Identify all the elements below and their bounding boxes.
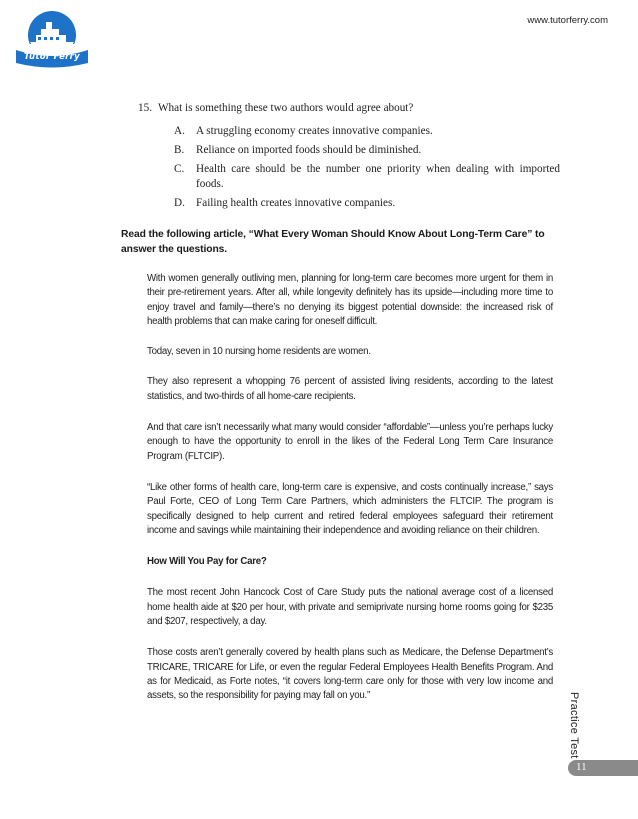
option-text: A struggling economy creates innovative companies. [196, 125, 433, 137]
option-letter: D. [174, 197, 185, 209]
option-letter: A. [174, 125, 185, 137]
reading-instructions: Read the following article, “What Every Woman Should Know About Long-Term Care” to answer the questions. [121, 229, 545, 255]
ship-logo-icon [14, 8, 90, 72]
article-paragraph: Today, seven in 10 nursing home residents are women. [147, 346, 371, 358]
answer-options [174, 124, 560, 211]
question-15 [140, 101, 560, 215]
page-number: 11 [576, 761, 587, 773]
article-paragraph: They also represent a whopping 76 percent of assisted living residents, according to the latest statistics, and two-thirds of all home-care recipients. [147, 376, 553, 402]
article-body [147, 272, 553, 704]
tutor-ferry-logo [14, 8, 90, 72]
site-url-link[interactable]: www.tutorferry.com [527, 15, 608, 26]
option-letter: B. [174, 144, 185, 156]
option-b[interactable] [174, 143, 560, 158]
article-paragraph: “Like other forms of health care, long-term care is expensive, and costs continually increase,” says Paul Forte, CEO of Long Term Care Partners, which administers the FLTCIP. The program is specifically designed to help current and retired federal employees safeguard their retirement income and savings while maintaining their independence and avoiding reliance on their children. [147, 481, 553, 536]
question-text: What is something these two authors would agree about? [158, 102, 414, 114]
question-stem [138, 101, 560, 116]
article-paragraph: And that care isn’t necessarily what many would consider “affordable”—unless you’re perhaps lucky enough to have the opportunity to enroll in the likes of the Federal Long Term Care Insurance Program (FLTCIP). [147, 422, 553, 462]
article-paragraph: With women generally outliving men, planning for long-term care becomes more urgent for them in their pre-retirement years. After all, while longevity definitely has its upside—including more time to enjoy travel and family—there’s no denying its biggest potential downside: the increased risk of health problems that can make caring for oneself difficult. [147, 273, 553, 327]
logo-text: Tutor Ferry [24, 52, 80, 62]
option-d[interactable] [174, 196, 560, 211]
question-number: 15. [138, 102, 152, 114]
option-text: Health care should be the number one priority when dealing with imported foods. [196, 163, 560, 190]
practice-test-label: Practice Test [568, 692, 580, 759]
article-paragraph: The most recent John Hancock Cost of Care Study puts the national average cost of a licensed home health aide at $20 per hour, with private and semiprivate nursing home rooms going for $235 and $207, respectively, a day. [147, 587, 553, 628]
article-paragraph: Those costs aren’t generally covered by health plans such as Medicare, the Defense Department’s TRICARE, TRICARE for Life, or even the regular Federal Employees Health Benefits Program. And as for Medicaid, as Forte notes, “it covers long-term care only for those with very low income and assets, so the responsibility for paying may fall on you.” [147, 647, 553, 702]
section-heading: How Will You Pay for Care? [147, 556, 267, 568]
option-text: Failing health creates innovative companies. [196, 197, 396, 209]
option-text: Reliance on imported foods should be diminished. [196, 144, 422, 156]
page-number-tab [568, 760, 638, 776]
option-letter: C. [174, 163, 185, 175]
section-side-label [568, 692, 592, 762]
option-a[interactable] [174, 124, 560, 139]
option-c[interactable] [174, 162, 560, 192]
